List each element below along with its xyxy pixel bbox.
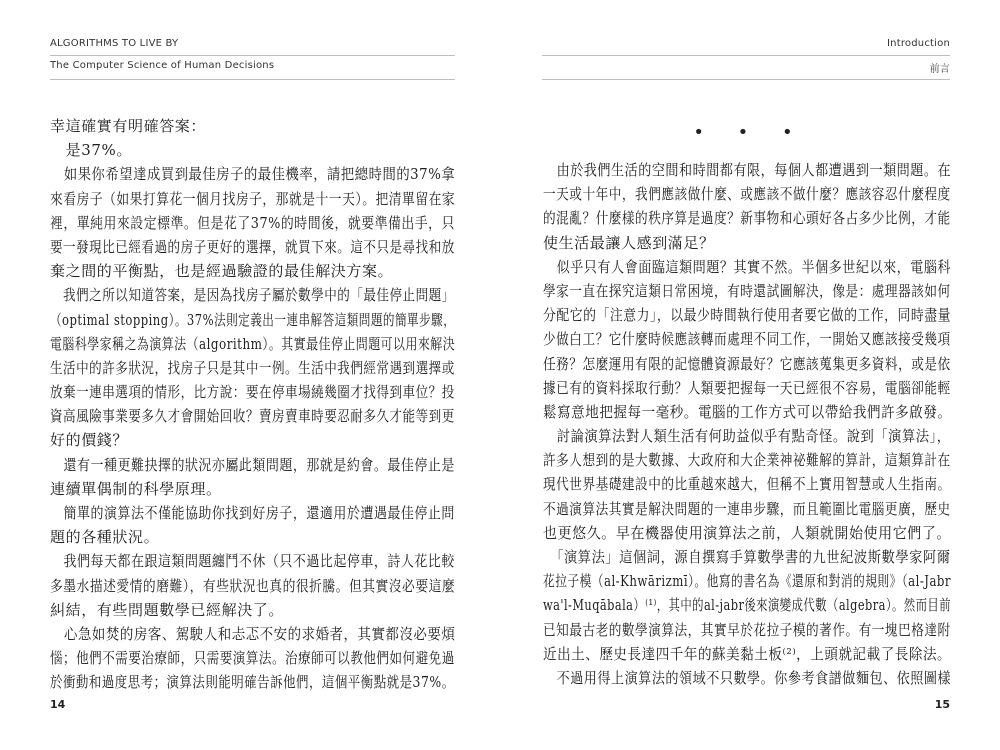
text-line: 據已有的資料採取行動？人類要把握每一天已經很不容易，電腦卻能輕 [543, 378, 951, 397]
text-line: 鬆寫意地把握每一毫秒。電腦的工作方式可以帶給我們許多啟發。 [543, 402, 952, 421]
text-line: 似乎只有人會面臨這類問題？其實不然。半個多世紀以來，電腦科 [543, 257, 952, 276]
right-page [500, 0, 1000, 750]
text-line: 近出土、歷史長達四千年的蘇美黏土板⁽²⁾，上頭就記載了長除法。 [543, 644, 952, 663]
header-rule [542, 79, 950, 80]
text-line: 連續單偶制的科學原理。 [50, 479, 222, 498]
page-number: 14 [50, 698, 66, 711]
text-line: 我們之所以知道答案，是因為找房子屬於數學中的「最佳停止問題」 [50, 286, 455, 305]
text-line: 好的價錢？ [50, 431, 129, 450]
text-line: 資高風險事業要多久才會開始回收？賣房賣車時要忍耐多久才能等到更 [50, 407, 455, 426]
text-line: 一天或十年中，我們應該做什麼、或應該不做什麼？應該容忍什麼程度 [543, 185, 951, 204]
text-line: 花拉子模（al-Khwārizmī）。他寫的書名為《還原和對消的規則》（al-Jabr [543, 572, 951, 591]
body-text [543, 158, 1000, 690]
text-line: 由於我們生活的空間和時間都有限，每個人都遭遇到一類問題。在 [543, 161, 952, 179]
text-line: 放棄一連串選項的情形，比方說：要在停車場繞幾圈才找得到車位？投 [50, 383, 455, 402]
text-line: 心急如焚的房客、駕駛人和忐忑不安的求婚者，其實都沒必要煩 [50, 624, 456, 643]
text-line: 我們每天都在跟這類問題纏鬥不休（只不過比起停車，詩人花比較 [50, 552, 455, 571]
body-text [50, 114, 574, 695]
text-line: 來看房子（如果打算花一個月找房子，那就是十一天）。把清單留在家 [50, 189, 456, 208]
page-number: 15 [934, 698, 950, 711]
text-line: 使生活最讓人感到滿足？ [543, 233, 715, 252]
text-line: 幸這確實有明確答案： [50, 117, 207, 135]
text-line: 於衝動和過度思考；演算法則能明確告訴他們，這個平衡點就是37%。 [50, 673, 455, 692]
text-line: 也更悠久。早在機器使用演算法之前，人類就開始使用它們了。 [543, 523, 951, 542]
text-line: 學家一直在探究這類日常困境，有時還試圖解決，像是：處理器該如何 [543, 281, 951, 300]
running-header-chapter-zh: 前言 [929, 64, 950, 75]
text-line: 的混亂？什麼樣的秩序算是過度？新事物和心頭好各占多少比例，才能 [543, 209, 951, 228]
text-line: 題的各種狀況。 [50, 528, 160, 547]
text-line: 是37%。 [50, 141, 132, 160]
text-line: 不過用得上演算法的領域不只數學。你參考食譜做麵包、依照圖樣 [543, 668, 952, 687]
running-header-title: ALGORITHMS TO LIVE BY [50, 38, 179, 49]
text-line: 少做白工？它什麼時候應該轉而處理不同工作，一開始又應該接受幾項 [543, 330, 951, 349]
text-line: 還有一種更難抉擇的狀況亦屬此類問題，那就是約會。最佳停止是 [50, 455, 455, 474]
text-line: 「演算法」這個詞，源自撰寫手算數學書的九世紀波斯數學家阿爾 [543, 548, 951, 566]
header-rule [50, 79, 455, 80]
text-line: 惱；他們不需要治療師，只需要演算法。治療師可以教他們如何避免過 [50, 649, 455, 668]
text-line: 許多人想到的是大數據、大政府和大企業神祕難解的算計，這類算計在 [543, 451, 951, 470]
text-line: 不過演算法其實是解決問題的一連串步驟，而且範圍比電腦更廣，歷史 [543, 499, 951, 518]
text-line: 分配它的「注意力」，以最少時間執行使用者要它做的工作，同時盡量 [543, 306, 952, 325]
running-header-chapter: Introduction [887, 38, 950, 49]
text-line: 電腦科學家稱之為演算法（algorithm）。其實最佳停止問題可以用來解決 [50, 334, 456, 353]
running-header-subtitle: The Computer Science of Human Decisions [50, 60, 275, 71]
text-line: 討論演算法對人類生活有何助益似乎有點奇怪。說到「演算法」， [543, 427, 951, 446]
text-line: 已知最古老的數學演算法，其實早於花拉子模的著作。有一塊巴格達附 [543, 620, 951, 639]
text-line: 棄之間的平衡點，也是經過驗證的最佳解決方案。 [50, 262, 394, 281]
text-line: 多墨水描述愛情的磨難），有些狀況也真的很折騰。但其實沒必要這麼 [50, 576, 456, 595]
text-line: 任務？怎麼運用有限的記憶體資源最好？它應該蒐集更多資料，或是依 [543, 354, 951, 373]
text-line: 如果你希望達成買到最佳房子的最佳機率，請把總時間的37%拿 [50, 165, 456, 184]
header-rule [50, 55, 455, 56]
text-line: 要一發現比已經看過的房子更好的選擇，就買下來。這不只是尋找和放 [50, 237, 455, 256]
text-line: wa'l-Muqābala）⁽¹⁾，其中的al-jabr後來演變成代數（algebra）。然而目前 [543, 596, 952, 615]
text-line: 現代世界基礎建設中的比重越來越大，但稱不上實用智慧或人生指南。 [543, 475, 951, 494]
header-rule [542, 55, 950, 56]
text-line: 簡單的演算法不僅能協助你找到好房子，還適用於遭遇最佳停止問 [50, 504, 455, 522]
text-line: 糾結，有些問題數學已經解決了。 [50, 600, 285, 619]
text-line: 生活中的許多狀況，找房子只是其中一例。生活中我們經常遇到選擇或 [50, 358, 455, 377]
section-break-ornament: • • • [693, 122, 807, 143]
text-line: （optimal stopping）。37%法則定義出一連串解答這類問題的簡單步驟， [50, 310, 456, 329]
text-line: 裡，單純用來設定標準。但是花了37%的時間後，就要準備出手，只 [50, 213, 455, 232]
